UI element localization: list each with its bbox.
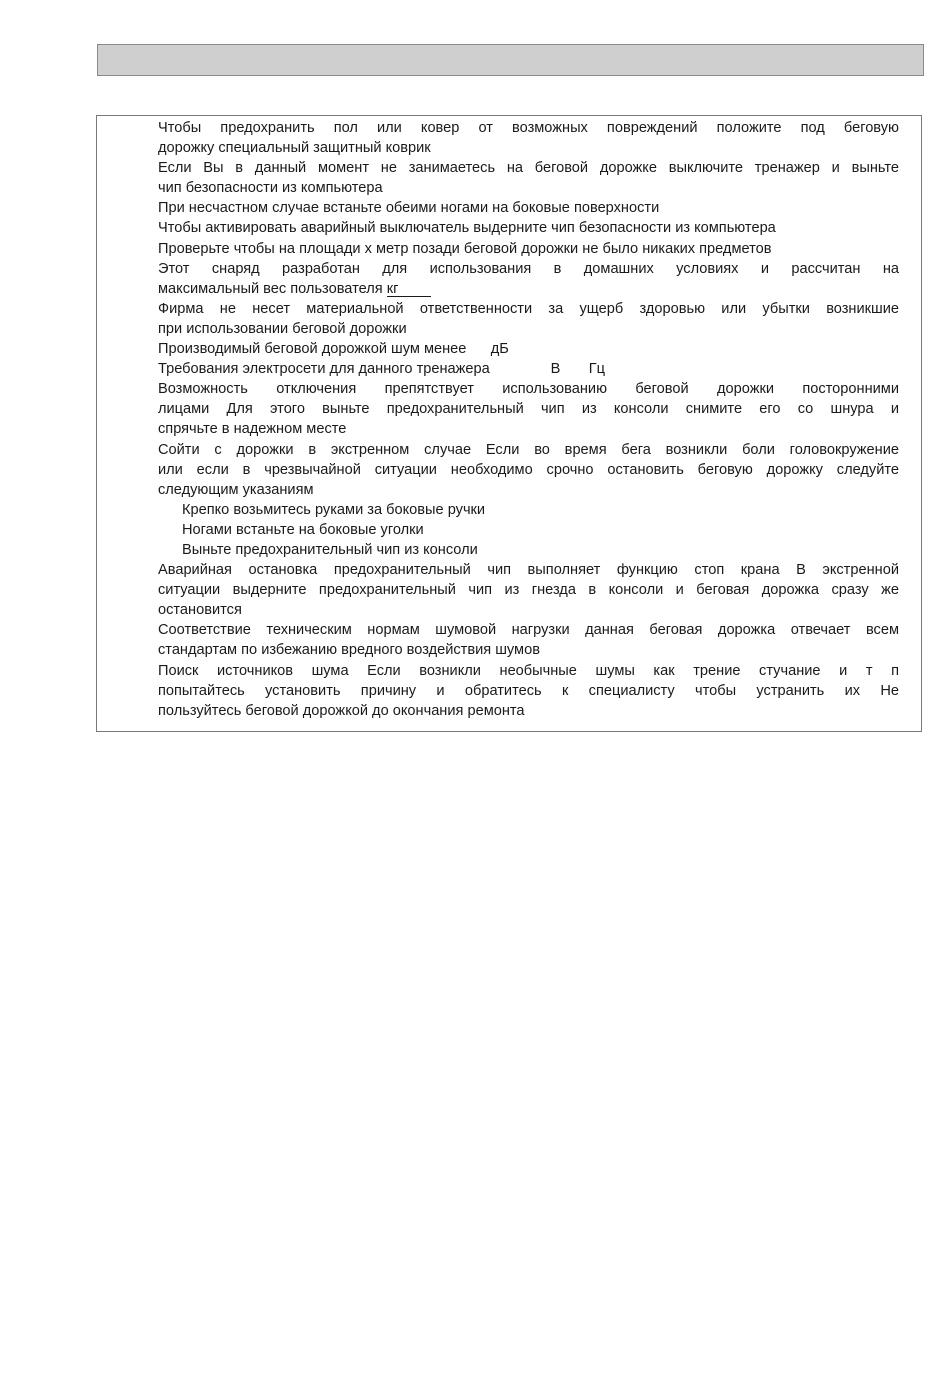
instructions-text <box>158 118 899 721</box>
weight-blank-unit: кг <box>387 282 431 297</box>
paragraph-line: следующим указаниям <box>158 481 314 498</box>
paragraph-line: пользуйтесь беговой дорожкой до окончания ремонта <box>158 702 525 719</box>
paragraph-line: чип безопасности из компьютера <box>158 180 383 197</box>
paragraph-line: Возможность отключения препятствует использованию беговой дорожки посторонними <box>158 381 899 398</box>
paragraph-line: или если в чрезвычайной ситуации необходимо срочно остановить беговую дорожку следуйте <box>158 461 899 478</box>
paragraph-line: при использовании беговой дорожки <box>158 320 407 337</box>
paragraph-line: Аварийная остановка предохранительный чип выполняет функцию стоп крана В экстренной <box>158 562 899 579</box>
paragraph-line: Поиск источников шума Если возникли необычные шумы как трение стучание и т п <box>158 662 899 679</box>
paragraph-line: Если Вы в данный момент не занимаетесь на беговой дорожке выключите тренажер и выньте <box>158 160 899 177</box>
paragraph-emergency-exit <box>158 440 899 500</box>
paragraph-emergency-stop <box>158 560 899 620</box>
paragraph-line: Требования электросети для данного тренажера В Гц <box>158 361 605 378</box>
paragraph-clear-area <box>158 239 899 259</box>
paragraph-floor-protection <box>158 118 899 158</box>
paragraph-line: дорожку специальный защитный коврик <box>158 140 431 157</box>
paragraph-line: Соответствие техническим нормам шумовой нагрузки данная беговая дорожка отвечает всем <box>158 622 899 639</box>
paragraph-line: спрячьте в надежном месте <box>158 421 347 438</box>
paragraph-line: Фирма не несет материальной ответственности за ущерб здоровью или убытки возникшие <box>158 300 899 317</box>
paragraph-emergency-switch <box>158 218 899 238</box>
paragraph-line: Проверьте чтобы на площади х метр позади беговой дорожки не было никаких предметов <box>158 240 772 257</box>
paragraph-switch-off <box>158 158 899 198</box>
section-header-bar <box>97 44 924 76</box>
paragraph-line: При несчастном случае встаньте обеими ногами на боковые поверхности <box>158 200 660 217</box>
paragraph-line: лицами Для этого выньте предохранительный чип из консоли снимите его со шнура и <box>158 401 899 418</box>
paragraph-accident <box>158 198 899 218</box>
paragraph-noise-level <box>158 339 899 359</box>
paragraph-line: остановится <box>158 602 242 619</box>
paragraph-line: Сойти с дорожки в экстренном случае Если во время бега возникли боли головокружение <box>158 441 899 458</box>
paragraph-line: Чтобы предохранить пол или ковер от возможных повреждений положите под беговую <box>158 120 899 136</box>
paragraph-line: ситуации выдерните предохранительный чип из гнезда в консоли и беговая дорожка сразу же <box>158 582 899 599</box>
paragraph-line: максимальный вес пользователя <box>158 280 387 297</box>
paragraph-line: Производимый беговой дорожкой шум менее дБ <box>158 341 509 358</box>
paragraph-line: стандартам по избежанию вредного воздействия шумов <box>158 642 540 659</box>
emergency-step-2: Ногами встаньте на боковые уголки <box>182 521 424 538</box>
emergency-step-3: Выньте предохранительный чип из консоли <box>182 541 478 558</box>
paragraph-line: Этот снаряд разработан для использования в домашних условиях и рассчитан на <box>158 260 899 277</box>
paragraph-disable-access <box>158 379 899 439</box>
paragraph-line: попытайтесь установить причину и обратитесь к специалисту чтобы устранить их Не <box>158 682 899 699</box>
paragraph-noise-sources <box>158 661 899 721</box>
paragraph-liability <box>158 299 899 339</box>
paragraph-max-weight <box>158 259 899 299</box>
paragraph-power-requirements <box>158 359 899 379</box>
emergency-step-1: Крепко возьмитесь руками за боковые ручки <box>182 501 486 518</box>
paragraph-line: Чтобы активировать аварийный выключатель выдерните чип безопасности из компьютера <box>158 220 776 237</box>
paragraph-noise-standards <box>158 620 899 660</box>
safety-instructions-box <box>96 115 922 732</box>
